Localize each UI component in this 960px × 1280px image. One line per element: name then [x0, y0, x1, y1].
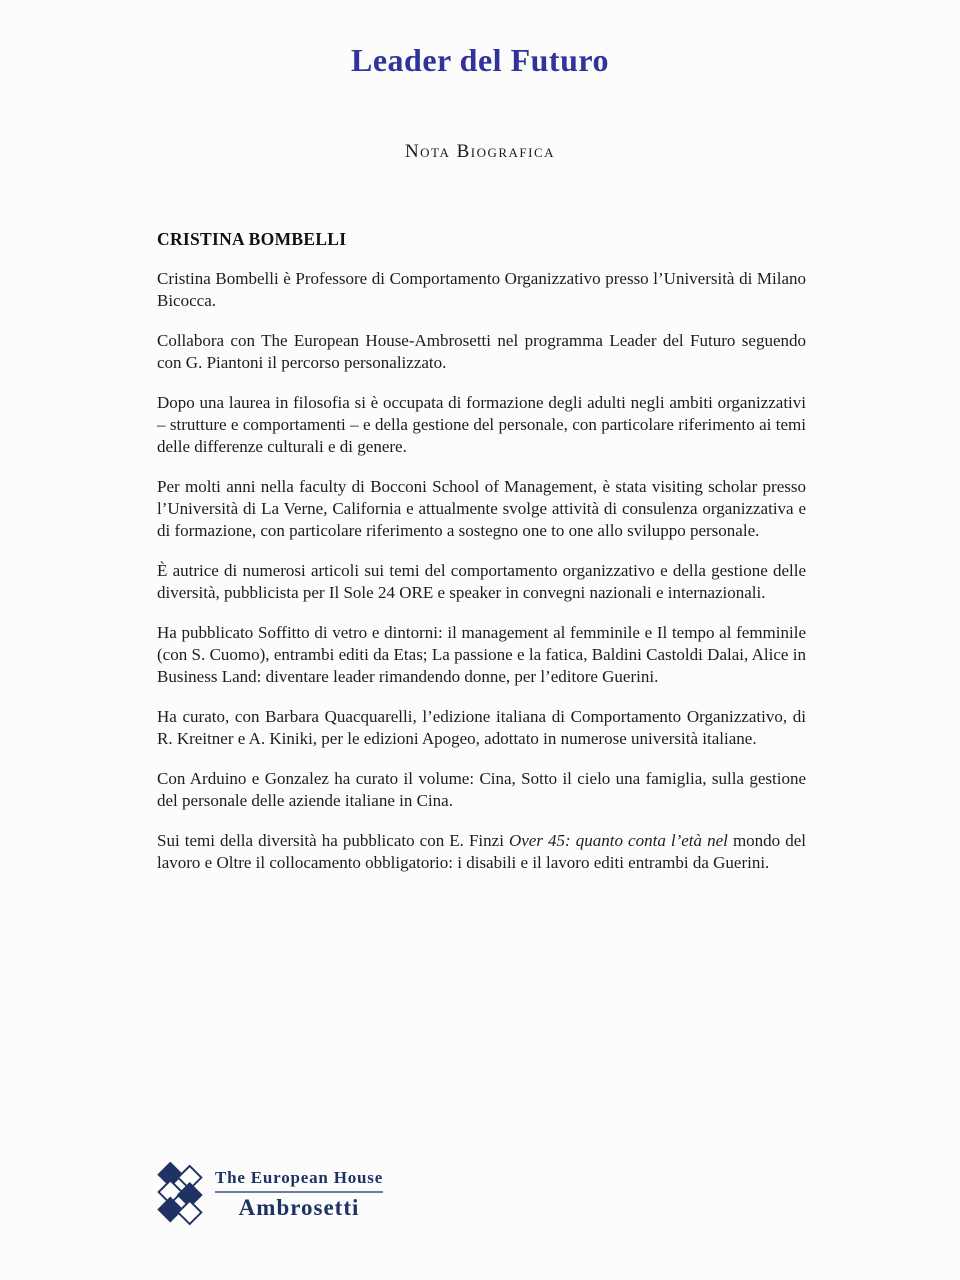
paragraph	[157, 560, 806, 604]
paragraph-segment: Sui temi della diversità ha pubblicato con E. Finzi	[157, 831, 509, 850]
logo-line2: Ambrosetti	[238, 1194, 360, 1220]
page-title: Leader del Futuro	[351, 42, 609, 78]
paragraph-segment: mondo del lavoro e Oltre il collocamento obbligatorio: i disabili e il lavoro editi entrambi da Guerini.	[157, 831, 806, 872]
paragraph-italic-segment: Over 45: quanto conta l’età nel	[508, 831, 728, 850]
paragraph-segment: Cristina Bombelli è Professore di Comportamento Organizzativo presso l’Università di Milano Bicocca.	[157, 269, 806, 310]
paragraph-segment: Per molti anni nella faculty di Bocconi School of Management, è stata visiting scholar presso l’Università di La Verne, California e attualmente svolge attività di consulenza organizzativa e di formazione, con particolare riferimento a sostegno one to one allo sviluppo personale.	[157, 477, 806, 540]
section-heading: CRISTINA BOMBELLI	[157, 229, 347, 249]
paragraph	[157, 268, 806, 312]
paragraph	[157, 622, 806, 688]
paragraph	[157, 392, 806, 458]
paragraph	[157, 476, 806, 542]
paragraph	[157, 830, 806, 874]
paragraph-segment: Ha pubblicato Soffitto di vetro e dintorni: il management al femminile e Il tempo al femminile (con S. Cuomo), entrambi editi da Etas; La passione e la fatica, Baldini Castoldi Dalai, Alice in Business Land: diventare leader rimandendo donne, per l’editore Guerini.	[157, 623, 806, 686]
subtitle: Nota Biografica	[404, 141, 556, 162]
logo-text	[215, 1168, 383, 1221]
paragraph-segment: È autrice di numerosi articoli sui temi del comportamento organizzativo e della gestione delle diversità, pubblicista per Il Sole 24 ORE e speaker in convegni nazionali e internazionali.	[157, 561, 806, 602]
logo-divider	[215, 1191, 383, 1193]
logo-line1: The European House	[215, 1167, 384, 1187]
footer-logo	[155, 1162, 383, 1226]
paragraph-segment: Dopo una laurea in filosofia si è occupata di formazione degli adulti negli ambiti organizzativi – strutture e comportamenti – e della gestione del personale, con particolare riferimento ai temi delle differenze culturali e di genere.	[157, 393, 806, 456]
paragraph	[157, 330, 806, 374]
paragraph-segment: Ha curato, con Barbara Quacquarelli, l’edizione italiana di Comportamento Organizzativo, di R. Kreitner e A. Kiniki, per le edizioni Apogeo, adottato in numerose università italiane.	[157, 707, 806, 748]
document-body	[0, 229, 960, 874]
paragraph-segment: Con Arduino e Gonzalez ha curato il volume: Cina, Sotto il cielo una famiglia, sulla gestione del personale delle aziende italiane in Cina.	[157, 769, 806, 810]
paragraph	[157, 706, 806, 750]
ambrosetti-diamonds-icon	[155, 1162, 205, 1226]
paragraph	[157, 768, 806, 812]
paragraph-segment: Collabora con The European House-Ambrosetti nel programma Leader del Futuro seguendo con G. Piantoni il percorso personalizzato.	[157, 331, 806, 372]
